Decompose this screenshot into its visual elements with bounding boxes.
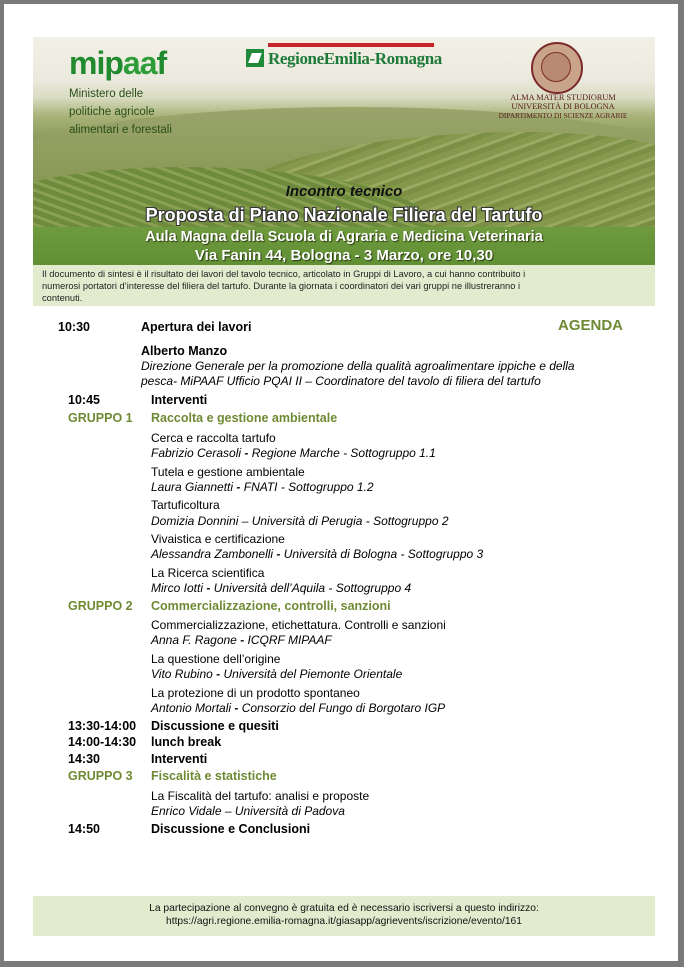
talk-speaker: Laura Giannetti - FNATI - Sottogruppo 1.2 (151, 480, 374, 494)
group-label: GRUPPO 3 (68, 769, 133, 783)
agenda-time: 10:45 (68, 393, 100, 407)
agenda-item-title: Discussione e quesiti (151, 719, 279, 733)
talk-speaker: Fabrizio Cerasoli - Regione Marche - Sottogruppo 1.1 (151, 446, 436, 460)
agenda-item-title: Interventi (151, 752, 208, 766)
group-label: GRUPPO 2 (68, 599, 133, 613)
registration-link[interactable]: https://agri.regione.emilia-romagna.it/giasapp/agrievents/iscrizione/evento/161 (165, 916, 522, 927)
talk-title: Tutela e gestione ambientale (151, 465, 305, 479)
intro-paragraph: Il documento di sintesi è il risultato dei lavori del tavolo tecnico, articolato in Gruppi di Lavoro, a cui hanno contribuito i numerosi portatori d’interesse del filiera del tartufo. Durante la giornata i coordinatori dei vari gruppi ne illustreranno i contenuti. (33, 265, 655, 306)
event-kind: Incontro tecnico (285, 183, 403, 200)
talk-speaker: Alessandra Zambonelli - Università di Bologna - Sottogruppo 3 (151, 547, 484, 561)
group-title: Commercializzazione, controlli, sanzioni (151, 599, 391, 613)
coordinator-name: Alberto Manzo (141, 344, 228, 358)
agenda-item-title: Interventi (151, 393, 208, 407)
registration-footer (33, 896, 655, 936)
university-name: ALMA MATER STUDIORUM UNIVERSITÀ DI BOLOGNA DIPARTIMENTO DI SCIENZE AGRARIE (498, 93, 628, 120)
document-page (4, 4, 678, 961)
talk-title: La questione dell’origine (151, 652, 281, 666)
agenda-heading: AGENDA (558, 317, 624, 334)
agenda-item-title: Apertura dei lavori (141, 320, 252, 334)
talk-speaker: Vito Rubino - Università del Piemonte Orientale (151, 667, 403, 681)
talk-title: La Fiscalità del tartufo: analisi e proposte (151, 789, 370, 803)
group-label: GRUPPO 1 (68, 411, 133, 425)
university-seal-icon (531, 42, 583, 94)
group-title: Fiscalità e statistiche (151, 769, 277, 783)
agenda-item-title: Discussione e Conclusioni (151, 822, 311, 836)
event-address: Via Fanin 44, Bologna - 3 Marzo, ore 10,30 (194, 247, 494, 264)
talk-title: Vivaistica e certificazione (151, 532, 285, 546)
group-title: Raccolta e gestione ambientale (151, 411, 338, 425)
talk-title: La protezione di un prodotto spontaneo (151, 686, 360, 700)
coordinator-role: pesca- MiPAAF Ufficio PQAI II – Coordinatore del tavolo di filiera del tartufo (141, 374, 541, 388)
ministry-name: Ministero delle politiche agricole alimentari e forestali (69, 88, 172, 136)
agenda-time: 14:50 (68, 822, 100, 836)
talk-speaker: Anna F. Ragone - ICQRF MIPAAF (151, 633, 332, 647)
talk-title: Cerca e raccolta tartufo (151, 431, 276, 445)
agenda-time: 13:30-14:00 (68, 719, 137, 733)
talk-speaker: Domizia Donnini – Università di Perugia - Sottogruppo 2 (151, 514, 449, 528)
event-title: Proposta di Piano Nazionale Filiera del Tartufo (145, 205, 543, 225)
registration-note: La partecipazione al convegno è gratuita ed è necessario iscriversi a questo indirizzo: (149, 903, 539, 914)
talk-title: Commercializzazione, etichettatura. Controlli e sanzioni (151, 618, 446, 632)
header-banner (33, 37, 655, 269)
mipaaf-logo: mipaaf (69, 45, 167, 81)
coordinator-role: Direzione Generale per la promozione della qualità agroalimentare ippiche e della (141, 359, 575, 373)
agenda-time: 10:30 (58, 320, 90, 334)
talk-title: Tartuficoltura (151, 498, 220, 512)
talk-title: La Ricerca scientifica (151, 566, 265, 580)
regione-emilia-romagna-logo: RegioneEmilia-Romagna (246, 45, 434, 73)
talk-speaker: Mirco Iotti - Università dell’Aquila - Sottogruppo 4 (151, 581, 412, 595)
talk-speaker: Enrico Vidale – Università di Padova (151, 804, 345, 818)
event-venue: Aula Magna della Scuola di Agraria e Medicina Veterinaria (145, 229, 543, 245)
agenda-time: 14:30 (68, 752, 100, 766)
agenda-time: 14:00-14:30 (68, 735, 137, 749)
regione-mark-icon (246, 49, 264, 67)
agenda-item-title: lunch break (151, 735, 222, 749)
talk-speaker: Antonio Mortali - Consorzio del Fungo di Borgotaro IGP (151, 701, 446, 715)
